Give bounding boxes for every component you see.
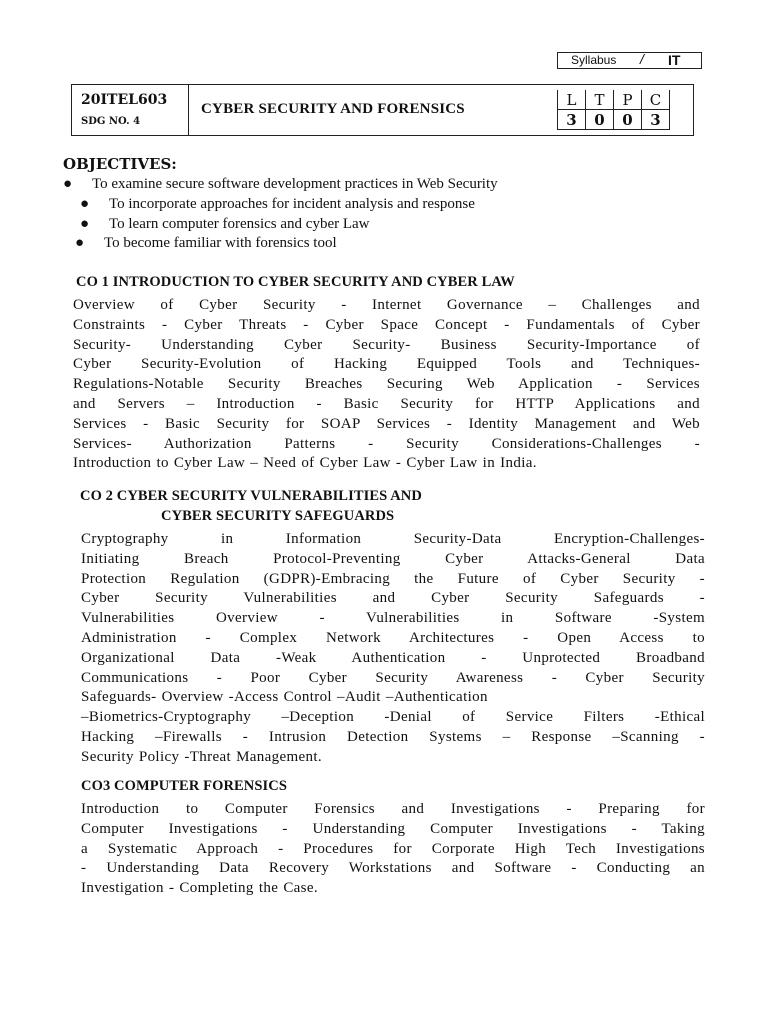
unit-line: Security- Understanding Cyber Security- Business Security-Importance of [73, 336, 700, 353]
unit-heading: CO3 COMPUTER FORENSICS [81, 778, 288, 794]
unit-line: Introduction to Computer Forensics and Investigations - Preparing for [81, 801, 705, 817]
unit-line: Computer Investigations - Understanding Computer Investigations - Taking [81, 820, 705, 837]
unit-line: Initiating Breach Protocol-Preventing Cyber Attacks-General Data [81, 550, 705, 567]
unit-heading-continued: CYBER SECURITY SAFEGUARDS [161, 508, 395, 524]
unit-line: a Systematic Approach - Procedures for Corporate High Tech Investigations [81, 840, 705, 857]
tag-separator: / [640, 51, 644, 67]
unit-line: Security Policy -Threat Management. [81, 748, 323, 765]
unit-line: Vulnerabilities Overview - Vulnerabilities in Software -System [81, 610, 705, 627]
credit-header-t: T [586, 90, 614, 110]
unit-line: Protection Regulation (GDPR)-Embracing the Future of Cyber Security - [81, 570, 705, 587]
unit-line: Constraints - Cyber Threats - Cyber Space Concept - Fundamentals of Cyber [73, 316, 700, 333]
course-title: CYBER SECURITY AND FORENSICS [201, 101, 465, 117]
unit-line: Communications - Poor Cyber Security Awareness - Cyber Security [81, 669, 705, 686]
unit-line: Introduction to Cyber Law – Need of Cyber Law - Cyber Law in India. [73, 455, 537, 472]
unit-line: Services- Authorization Patterns - Security Considerations-Challenges - [73, 435, 700, 452]
syllabus-label: Syllabus [571, 53, 617, 67]
department-label: IT [668, 52, 681, 68]
unit-content [81, 800, 705, 899]
unit-line: Regulations-Notable Security Breaches Securing Web Application - Services [73, 376, 700, 393]
unit-line: Overview of Cyber Security - Internet Governance – Challenges and [73, 297, 700, 313]
bullet-icon: ● [80, 216, 90, 232]
objective-text: To learn computer forensics and cyber Law [109, 216, 370, 232]
course-header-box [71, 84, 694, 136]
bullet-icon: ● [63, 176, 73, 192]
unit-line: Cryptography in Information Security-Data Encryption-Challenges- [81, 531, 705, 547]
bullet-icon: ● [80, 196, 90, 212]
unit-line: Administration - Complex Network Architectures - Open Access to [81, 629, 705, 646]
unit-heading: CO 1 INTRODUCTION TO CYBER SECURITY AND CYBER LAW [76, 274, 515, 290]
unit-line: Organizational Data -Weak Authentication - Unprotected Broadband [81, 649, 705, 666]
unit-content [73, 296, 700, 474]
unit-line: Safeguards- Overview -Access Control –Audit –Authentication [81, 689, 488, 706]
objective-text: To become familiar with forensics tool [104, 235, 337, 251]
unit-line: Services - Basic Security for SOAP Services - Identity Management and Web [73, 415, 700, 432]
unit-line: Cyber Security-Evolution of Hacking Equipped Tools and Techniques- [73, 356, 700, 373]
credit-value-p: 0 [614, 110, 642, 130]
credit-header-p: P [614, 90, 642, 110]
course-code: 20ITEL603 [81, 92, 168, 108]
bullet-icon: ● [75, 235, 85, 251]
objective-text: To examine secure software development practices in Web Security [92, 176, 498, 192]
credit-table [557, 90, 670, 130]
credit-header-l: L [558, 90, 586, 110]
unit-heading: CO 2 CYBER SECURITY VULNERABILITIES AND [80, 488, 422, 504]
objectives-heading: OBJECTIVES: [63, 155, 177, 173]
syllabus-tag [557, 52, 702, 69]
unit-line: - Understanding Data Recovery Workstations and Software - Conducting an [81, 860, 705, 877]
credit-header-c: C [642, 90, 670, 110]
credit-value-c: 3 [642, 110, 670, 130]
sdg-number: SDG NO. 4 [81, 116, 141, 127]
credit-value-l: 3 [558, 110, 586, 130]
unit-line: –Biometrics-Cryptography –Deception -Denial of Service Filters -Ethical [81, 709, 705, 726]
unit-line: Hacking –Firewalls - Intrusion Detection Systems – Response –Scanning - [81, 728, 705, 745]
objective-text: To incorporate approaches for incident analysis and response [109, 196, 475, 212]
unit-line: and Servers – Introduction - Basic Security for HTTP Applications and [73, 395, 700, 412]
unit-line: Cyber Security Vulnerabilities and Cyber Security Safeguards - [81, 590, 705, 607]
unit-line: Investigation - Completing the Case. [81, 880, 318, 897]
header-divider [188, 85, 189, 135]
credit-value-t: 0 [586, 110, 614, 130]
unit-content [81, 530, 705, 768]
